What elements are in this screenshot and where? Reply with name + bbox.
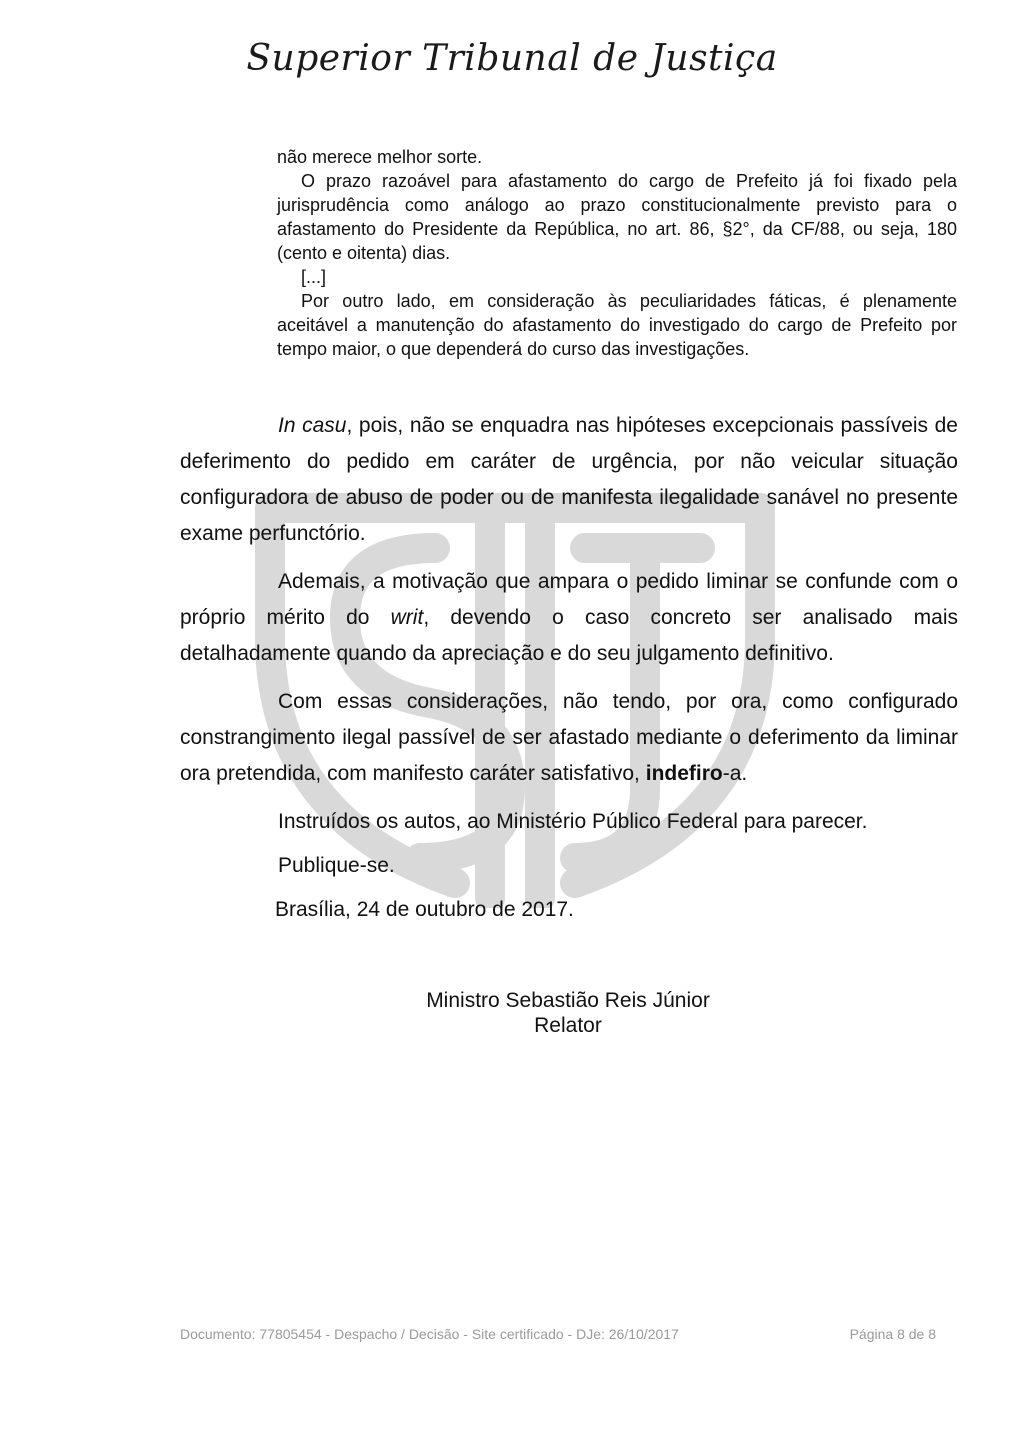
- body-paragraph: Ademais, a motivação que ampara o pedido liminar se confunde com o próprio mérito do writ, devendo o caso concreto ser analisado mais detalhadamente quando da apreciação e do seu julgamento definitivo.: [180, 570, 959, 665]
- ruling-term: indefiro: [645, 762, 723, 785]
- signatory-name: Ministro Sebastião Reis Júnior: [426, 989, 710, 1012]
- italic-term: In casu: [278, 414, 347, 437]
- court-header-title: Superior Tribunal de Justiça: [246, 38, 778, 79]
- quoted-excerpt: [277, 145, 957, 361]
- body-paragraph: Instruídos os autos, ao Ministério Público Federal para parecer.: [278, 810, 868, 833]
- quote-paragraph: O prazo razoável para afastamento do cargo de Prefeito já foi fixado pela jurisprudência como análogo ao prazo constitucionalmente previsto para o afastamento do Presidente da República, no art. 86, §2°, da CF/88, ou seja, 180 (cento e oitenta) dias.: [277, 171, 957, 263]
- signature-block: [368, 988, 768, 1038]
- page-number: Página 8 de 8: [849, 1326, 936, 1342]
- italic-term: writ: [390, 606, 424, 629]
- document-info: Documento: 77805454 - Despacho / Decisão - Site certificado - DJe: 26/10/2017: [180, 1326, 679, 1342]
- body-paragraph: Publique-se.: [278, 854, 395, 877]
- decision-date: Brasília, 24 de outubro de 2017.: [275, 898, 574, 921]
- decision-body: [180, 408, 958, 928]
- signatory-role: Relator: [534, 1014, 602, 1037]
- page-footer: [180, 1326, 936, 1342]
- quote-paragraph: Por outro lado, em consideração às peculiaridades fáticas, é plenamente aceitável a manutenção do afastamento do investigado do cargo de Prefeito por tempo maior, o que dependerá do curso das investigações.: [277, 291, 957, 359]
- quote-ellipsis: [...]: [301, 267, 327, 287]
- quote-line: não merece melhor sorte.: [277, 147, 483, 167]
- body-paragraph: In casu, pois, não se enquadra nas hipóteses excepcionais passíveis de deferimento do pedido em caráter de urgência, por não veicular situação configuradora de abuso de poder ou de manifesta ilegalidade sanável no presente exame perfunctório.: [180, 414, 958, 545]
- body-paragraph: Com essas considerações, não tendo, por ora, como configurado constrangimento ilegal passível de ser afastado mediante o deferimento da liminar ora pretendida, com manifesto caráter satisfativo, indefiro-a.: [180, 690, 958, 785]
